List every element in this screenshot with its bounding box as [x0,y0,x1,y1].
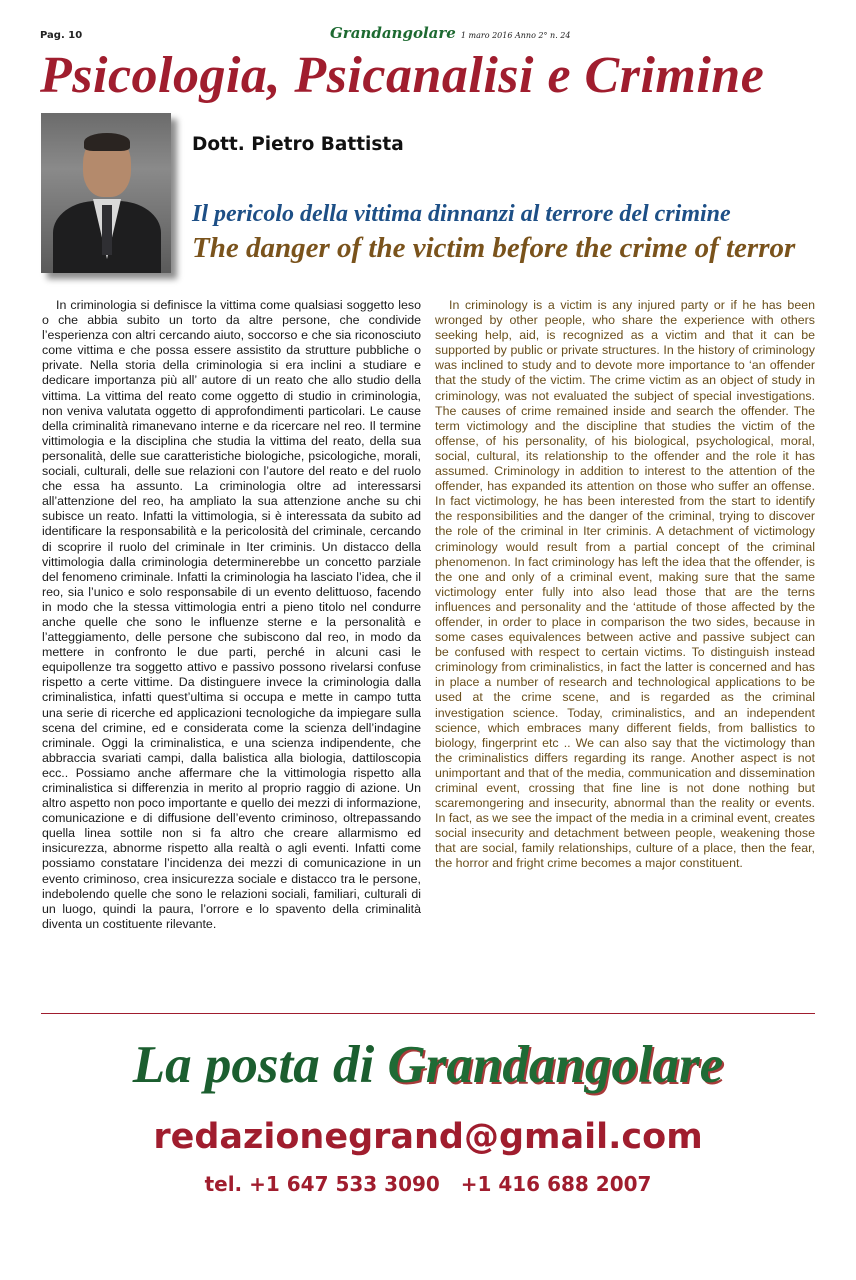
mailbox-heading-brand: Grandangolare [387,1036,724,1094]
masthead-name: Grandangolare [330,24,456,42]
article-section-title: Psicologia, Psicanalisi e Crimine [40,47,765,104]
subtitle-english: The danger of the victim before the crime of terror [192,232,796,264]
mailbox-heading-prefix: La posta di [132,1036,375,1094]
contact-phone: tel. +1 647 533 3090 +1 416 688 2007 [204,1172,652,1196]
author-photo [41,113,171,273]
divider [41,1013,815,1014]
author-name: Dott. Pietro Battista [192,134,404,155]
mailbox-heading [0,1035,856,1095]
page-number: Pag. 10 [40,30,83,41]
article-body-english: In criminology is a victim is any injured party or if he has been wronged by other people, who share the experience with others seeking help, aid, is recognized as a victim and that it can be supported by public or private structures. In the history of criminology was inclined to study and to devote more importance to ‘an offender that the study of the victim. The crime victim as an object of study in criminology, was not evaluated the subject of special investigations. The causes of crime remained inside and search the offender. The term victimology and the discipline that studies the victim of the offense, of his personality, of his biological, psychological, moral, social, cultural, its relationship to the offender and the role it has assumed. Criminology in addition to interest to the attention of the offender, has expanded its attention on those who suffer an offense. In fact victimology, he has been interested from the start to identify the responsibilities and the danger of the criminal, trying to discover the role of the criminal in Iter criminis. A detachment of victimology criminology would result from a partial concept of the criminal phenomenon. In fact criminology has left the idea that the offender, is the one and only of a criminal event, making sure that the same victimology enter fully into also lead those that are the terns influences and personality and the ‘attitude of those affected by the offender, in order to place in comparison the two sides, because in some cases equivalences between active and passive subject can be confused with respect to certain victims. To distinguish instead criminology from criminalistics, in fact the latter is concerned and has in place a number of research and technological applications to be used at the crime scene, and is regarded as the criminal investigation science. Today, criminalistics, and an independent science, which embraces many different fields, from ballistics to biology, fingerprint etc .. We can also say that the victimology than the criminalistics differs regarding its range. Another aspect is not unimportant and that of the media, communication and dissemination criminal event, crossing that fine line is not done nothing but scaremongering and insecurity, abnormal than the reality or events. In fact, as we see the impact of the media in a criminal event, creates social insecurity and detachment between people, weakening those that are social, family relationships, culture of a place, then the fear, the horror and fright crime becomes a major constituent. [435,298,815,871]
article-body-italian: In criminologia si definisce la vittima come qualsiasi soggetto leso o che abbia subito un torto da altre persone, che condivide l’esperienza con altri cercando aiuto, soccorso e che sia riconosciuto come vittima e che possa essere assistito da strutture pubbliche o private. Nella storia della criminologia si era inclini a studiare e dedicare importanza più all’ autore di un reato che allo studio della vittima. La vittima del reato come oggetto di studio in criminologia, non veniva valutata oggetto di approfondimenti particolari. Le cause della criminalità rimanevano interne e da ricercare nel reo. Il termine vittimologia e la disciplina che studia la vittima del reato, della sua personalità, delle sue caratteristiche biologiche, psicologiche, morali, sociali, culturali, delle sue relazioni con l’autore del reato e del ruolo che essa ha assunto. La criminologia oltre ad interessarsi all’attenzione del reo, ha ampliato la sua attenzione anche su chi subisce un reato. Infatti la vittimologia, si è interessata da subito ad identificare la responsabilità e la pericolosità del criminale, cercando di scoprire il ruolo del criminale in Iter criminis. Un distacco della vittimologia dalla criminologia determinerebbe un concetto parziale del fenomeno criminale. Infatti la criminologia ha lasciato l’idea, che il reo, sia l’unico e solo responsabile di un evento delittuoso, facendo in modo che la stessa vittimologia entri a pieno titolo nel condurre anche quelle che sono le influenze sterne e la personalità e l’atteggiamento, delle persone che subiscono dal reo, in modo da mettere in confronto le due parti, perché in alcuni casi le equipollenze tra soggetto attivo e passivo possono rivelarsi confuse rispetto a certe vittime. Da distinguere invece la criminologia dalla criminalistica, infatti quest’ultima si occupa e mette in campo tutta una serie di ricerche ed applicazioni tecnologiche da impiegare sulla scena del crimine, ed e considerata come la scienza dell’indagine criminale. Oggi la criminalistica, e una scienza indipendente, che abbraccia svariati campi, dalla balistica alla biologia, dattiloscopia ecc.. Possiamo anche affermare che la vittimologia rispetto alla criminalistica si differenzia in merito al proprio raggio di azione. Un altro aspetto non poco importante e quello dei mezzi di informazione, comunicazione e di diffusione dell’evento criminoso, oltrepassando quella linea sottile non si fa altro che creare allarmismo ed insicurezza, abnorme rispetto alla realtà o agli eventi. Infatti come possiamo constatare l’incidenza dei mezzi di comunicazione in un evento criminoso, crea insicurezza sociale e distacco tra le persone, indebolendo quelle che sono le relazioni sociali, familiari, culturali di un luogo, quindi la paura, l’orrore e lo spavento della criminalità diventa un costituente rilevante. [42,298,421,931]
issue-info: 1 maro 2016 Anno 2° n. 24 [460,31,571,40]
masthead [330,23,570,42]
contact-email[interactable]: redazionegrand@gmail.com [153,1117,703,1157]
subtitle-italian: Il pericolo della vittima dinnanzi al terrore del crimine [192,201,731,227]
